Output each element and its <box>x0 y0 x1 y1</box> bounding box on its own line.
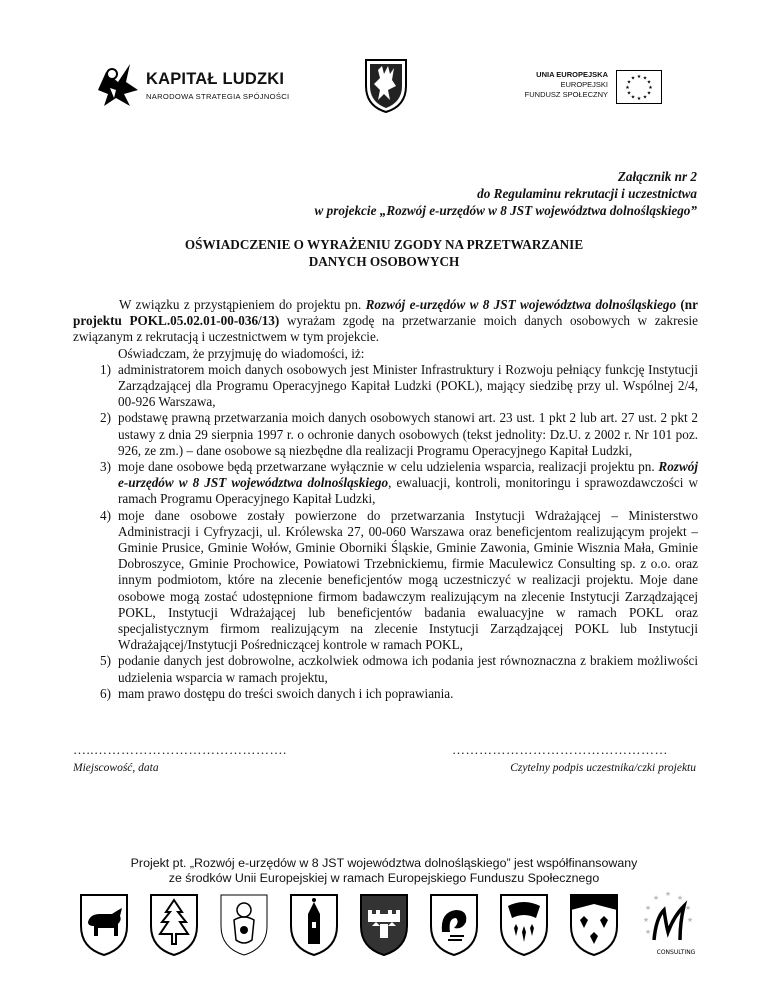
zawonia-crest-icon <box>428 892 480 958</box>
list-item <box>73 653 698 685</box>
trzebnica-crest-icon <box>148 892 200 958</box>
signature-field[interactable]: ………………………………………… <box>452 742 668 757</box>
annex-note <box>315 168 697 219</box>
cofinancing-note <box>0 856 768 886</box>
document-title <box>0 236 768 270</box>
list-item-text: moje dane osobowe zostały powierzone do przetwarzania Instytucji Wdrażającej – Ministerstwo Administracji i Cyfryzacji, ul. Królewska 27, 00-060 Warszawa oraz beneficjentom realizującym projekt – Gminie Prusice, Gminie Wołów, Gminie Oborniki Śląskie, Gminie Zawonia, Gminie Wisznia Mała, Gminie Dobroszyce, Gminie Prochowice, Powiatowi Trzebnickiemu, firmie Maculewicz Consulting sp. z o.o. oraz innym podmiotom, które na zlecenie beneficjentów mogą uczestniczyć w realizacji projektu. Moje dane osobowe mogą zostać udostępnione firmom badawczym realizującym na zlecenie Instytucji Zarządzającej POKL, Instytucji Wdrażającej lub beneficjentów badania ewaluacyjne w ramach POKL oraz specjalistycznym firmom realizującym na zlecenie Instytucji Zarządzającej POKL lub Instytucji Wdrażającej/Instytucji Pośredniczącej kontrole w ramach POKL, <box>118 507 698 653</box>
svg-text:★: ★ <box>642 916 650 924</box>
annex-line1: Załącznik nr 2 <box>617 169 697 184</box>
oborniki-crest-icon <box>218 892 270 958</box>
kapital-ludzki-logo <box>96 60 296 108</box>
intro-project-number: (nr projektu POKL.05.02.01-00-036/13) <box>73 297 698 329</box>
list-item <box>73 362 698 411</box>
wisznia-mala-crest-icon <box>568 892 620 958</box>
cofinancing-line2: ze środków Unii Europejskiej w ramach Europejskiego Funduszu Społecznego <box>168 871 600 885</box>
eu-logo-line2: EUROPEJSKI <box>560 80 608 89</box>
intro-post: wyrażam zgodę na przetwarzanie moich danych osobowych w zakresie związanym z rekrutacją i uczestnictwem w tym projekcie. <box>73 313 698 345</box>
eu-logo-line3: FUNDUSZ SPOŁECZNY <box>524 90 608 99</box>
svg-text:★: ★ <box>646 90 652 97</box>
svg-text:★: ★ <box>636 96 642 102</box>
list-item-text: mam prawo dostępu do treści swoich danych i ich poprawiania. <box>118 685 454 701</box>
svg-text:★: ★ <box>630 75 636 82</box>
svg-text:★: ★ <box>642 94 648 101</box>
place-date-field[interactable]: …..……………………………………. <box>73 742 287 757</box>
maculewicz-consulting-logo <box>638 888 700 960</box>
list-item-number: 4) <box>100 507 111 523</box>
list-item-text-post: , ewaluacji, kontroli, monitoringu i sprawozdawczości w ramach Programu Operacyjnego Kapitał Ludzki, <box>118 475 698 507</box>
cofinancing-line1: Projekt pt. „Rozwój e-urzędów w 8 JST województwa dolnośląskiego” jest współfinansowany <box>130 856 638 870</box>
svg-text:★: ★ <box>636 74 642 80</box>
annex-line2: do Regulaminu rekrutacji i uczestnictwa <box>477 186 697 201</box>
eu-flag-icon <box>616 70 662 104</box>
svg-text:★: ★ <box>648 85 653 91</box>
svg-text:★: ★ <box>676 894 684 902</box>
svg-text:★: ★ <box>646 79 652 86</box>
svg-text:★: ★ <box>652 894 660 902</box>
annex-line3: w projekcie „Rozwój e-urzędów w 8 JST województwa dolnośląskiego” <box>314 203 697 218</box>
intro-paragraph <box>73 297 698 346</box>
eu-logo-text <box>525 70 608 100</box>
list-item-number: 1) <box>100 361 111 377</box>
list-item <box>73 686 698 702</box>
list-item-text: podanie danych jest dobrowolne, aczkolwiek odmowa ich podania jest równoznaczna z brakiem możliwości udzielenia wsparcia w ramach projektu, <box>118 653 698 685</box>
consent-list <box>73 362 698 702</box>
svg-text:★: ★ <box>686 916 694 924</box>
wolow-crest-icon <box>78 892 130 958</box>
prusice-crest-icon <box>358 892 410 958</box>
list-item <box>73 508 698 654</box>
list-item-number: 2) <box>100 410 111 426</box>
list-item-number: 6) <box>100 685 111 701</box>
list-item-text: podstawę prawną przetwarzania moich danych osobowych stanowi art. 23 ust. 1 pkt 2 lub art. 27 ust. 2 pkt 2 ustawy z dnia 29 sierpnia 1997 r. o ochronie danych osobowych (tekst jednolity: Dz.U. z 2002 r. Nr 101 poz. 926, ze zm.) – dane osobowe są niezbędne dla realizacji Programu Operacyjnego Kapitał Ludzki, <box>118 410 698 458</box>
list-item <box>73 459 698 508</box>
title-line2: DANYCH OSOBOWYCH <box>308 254 460 269</box>
signature-label: Czytelny podpis uczestnika/czki projektu <box>510 762 696 774</box>
list-item-project-name: Rozwój e-urzędów w 8 JST województwa dolnośląskiego <box>118 459 698 491</box>
dobroszyce-crest-icon <box>498 892 550 958</box>
kapital-ludzki-title: KAPITAŁ LUDZKI <box>146 70 285 88</box>
list-item-text-pre: moje dane osobowe będą przetwarzane wyłącznie w celu udzielenia wsparcia, realizacji projektu pn. <box>118 459 659 475</box>
list-item-number: 5) <box>100 653 111 669</box>
dolnoslaskie-crest-icon <box>362 56 410 114</box>
kapital-ludzki-subtitle: NARODOWA STRATEGIA SPÓJNOŚCI <box>146 92 290 101</box>
svg-text:★: ★ <box>642 75 648 82</box>
list-item-number: 3) <box>100 459 111 475</box>
declaration-line: Oświadczam, że przyjmuję do wiadomości, iż: <box>118 345 365 361</box>
consulting-label: CONSULTING <box>656 949 696 956</box>
list-item-text: administratorem moich danych osobowych jest Minister Infrastruktury i Rozwoju pełniący funkcję Instytucji Zarządzającej dla Programu Operacyjnego Kapitał Ludzki (POKL), mający siedzibę przy ul. Wspólnej 2/4, 00-926 Warszawa, <box>118 361 698 410</box>
intro-project-name: Rozwój e-urzędów w 8 JST województwa dolnośląskiego <box>365 297 677 312</box>
svg-text:★: ★ <box>626 79 632 86</box>
eu-logo <box>512 70 662 106</box>
svg-text:★: ★ <box>630 94 636 101</box>
list-item <box>73 410 698 459</box>
svg-text:★: ★ <box>684 904 692 912</box>
svg-text:★: ★ <box>625 85 630 91</box>
intro-pre: W związku z przystąpieniem do projektu pn. <box>119 297 366 312</box>
title-line1: OŚWIADCZENIE O WYRAŻENIU ZGODY NA PRZETWARZANIE <box>184 237 584 252</box>
document-body <box>73 297 698 702</box>
prochowice-crest-icon <box>288 892 340 958</box>
eu-logo-line1: UNIA EUROPEJSKA <box>536 70 608 79</box>
svg-text:★: ★ <box>664 890 672 898</box>
place-date-label: Miejscowość, data <box>73 762 159 774</box>
svg-text:★: ★ <box>644 928 652 936</box>
svg-text:★: ★ <box>626 90 632 97</box>
svg-text:★: ★ <box>644 904 652 912</box>
kapital-ludzki-star-icon <box>96 60 140 108</box>
